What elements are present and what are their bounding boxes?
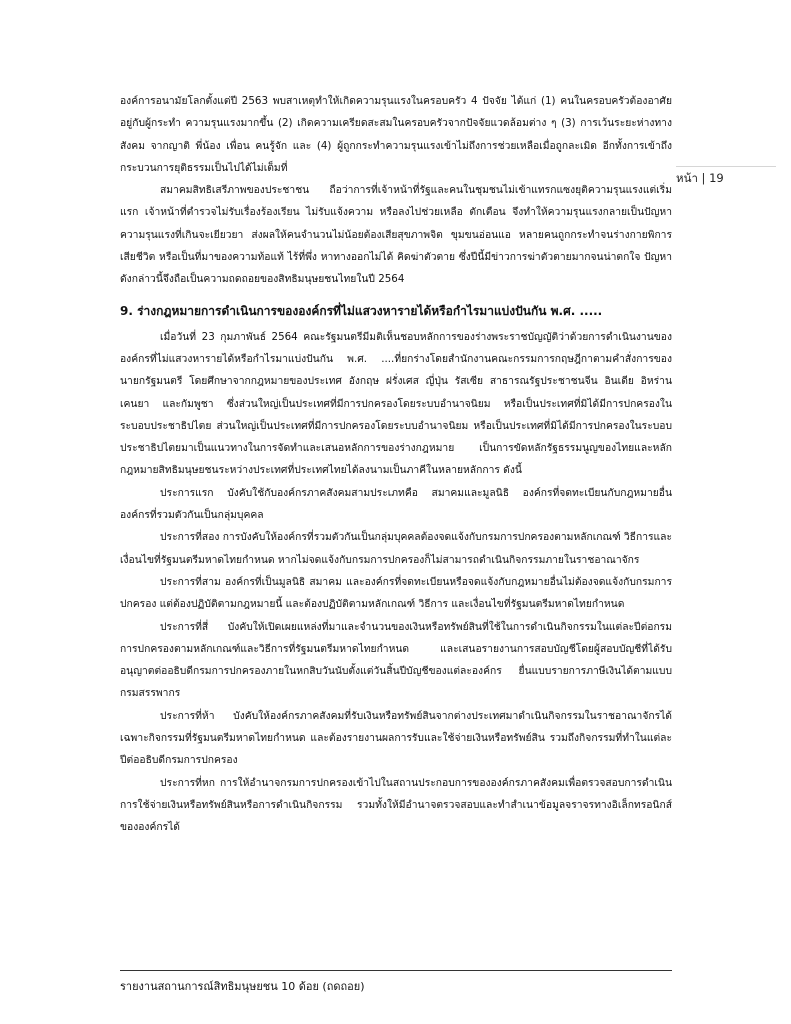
paragraph: เมื่อวันที่ 23 กุมภาพันธ์ 2564 คณะรัฐมนตรีมีมติเห็นชอบหลักการของร่างพระราชบัญญัติว่าด้วยการดำเนินงานขององค์กรที่ไม่แสวงหารายได้หรือกำไรมาแบ่งปันกัน พ.ศ. ....ที่ยกร่างโดยสำนักงานคณะกรรมการกฤษฎีกาตามคำสั่งการของนายกรัฐมนตรี โดยศึกษาจากกฎหมายของประเทศ อังกฤษ ฝรั่งเศส ญี่ปุ่น รัสเซีย สาธารณรัฐประชาชนจีน อินเดีย อิหร่าน เคนยา และกัมพูชา ซึ่งส่วนใหญ่เป็นประเทศที่มีการปกครองโดยระบบอำนาจนิยม หรือเป็นประเทศที่มิได้มีการปกครองในระบอบประชาธิปไตย ส่วนใหญ่เป็นประเทศที่มีการปกครองโดยระบบอำนาจนิยม หรือเป็นประเทศที่มิได้มีการปกครองในระบอบประชาธิปไตยมาเป็นแนวทางในการจัดทำและเสนอหลักการของร่างกฎหมาย เป็นการขัดหลักรัฐธรรมนูญของไทยและหลักกฎหมายสิทธิมนุษยชนระหว่างประเทศที่ประเทศไทยได้ลงนามเป็นภาคีในหลายหลักการ ดังนี้ (120, 330, 672, 477)
section-heading: 9. ร่างกฎหมายการดำเนินการขององค์กรที่ไม่แสวงหารายได้หรือกำไรมาแบ่งปันกัน พ.ศ. ..... (120, 303, 603, 318)
paragraph: ประการที่ห้า บังคับให้องค์กรภาคสังคมที่รับเงินหรือทรัพย์สินจากต่างประเทศมาดำเนินกิจกรรมในราชอาณาจักรได้เฉพาะกิจกรรมที่รัฐมนตรีมหาดไทยกำหนด และต้องรายงานผลการรับและใช้จ่ายเงินหรือทรัพย์สิน รวมถึงกิจกรรมที่ทำในแต่ละปีต่ออธิบดีกรมการปกครอง (120, 709, 672, 767)
paragraph: สมาคมสิทธิเสรีภาพของประชาชน ถือว่าการที่เจ้าหน้าที่รัฐและคนในชุมชนไม่เข้าแทรกแซงยุติความรุนแรงแต่เริ่มแรก เจ้าหน้าที่ตำรวจไม่รับเรื่องร้องเรียน ไม่รับแจ้งความ หรือลงไปช่วยเหลือ ตักเตือน จึงทำให้ความรุนแรงกลายเป็นปัญหาความรุนแรงที่เกินจะเยียวยา ส่งผลให้คนจำนวนไม่น้อยต้องเสียสุขภาพจิต ขุมขนอ่อนแอ หลายคนถูกกระทำจนร่างกายพิการ เสียชีวิต หรือเป็นที่มาของความท้อแท้ ไร้ที่พึ่ง หาทางออกไม่ได้ คิดฆ่าตัวตาย ซึ่งปีนี้มีข่าวการฆ่าตัวตายมากจนน่าตกใจ ปัญหาดังกล่าวนี้จึงถือเป็นความถดถอยของสิทธิมนุษยชนไทยในปี 2564 (120, 184, 672, 286)
paragraph: ประการแรก บังคับใช้กับองค์กรภาคสังคมสามประเภทคือ สมาคมและมูลนิธิ องค์กรที่จดทะเบียนกับกฎหมายอื่น องค์กรที่รวมตัวกันเป็นกลุ่มบุคคล (120, 486, 672, 522)
paragraph: ประการที่สี่ บังคับให้เปิดเผยแหล่งที่มาและจำนวนของเงินหรือทรัพย์สินที่ใช้ในการดำเนินกิจกรรมในแต่ละปีต่อกรมการปกครองตามหลักเกณฑ์และวิธีการที่รัฐมนตรีมหาดไทยกำหนด และเสนอรายงานการสอบบัญชีโดยผู้สอบบัญชีที่ได้รับอนุญาตต่ออธิบดีกรมการปกครองภายในหกสิบวันนับตั้งแต่วันสิ้นปีบัญชีของแต่ละองค์กร ยื่นแบบรายการภาษีเงินได้ตามแบบกรมสรรพากร (120, 620, 672, 700)
paragraph-continuation: องค์การอนามัยโลกตั้งแต่ปี 2563 พบสาเหตุทำให้เกิดความรุนแรงในครอบครัว 4 ปัจจัย ได้แก่ (1) คนในครอบครัวต้องอาศัยอยู่กับผู้กระทำ ความรุนแรงมากขึ้น (2) เกิดความเครียดสะสมในครอบครัวจากปัจจัยแวดล้อมต่าง ๆ (3) การเว้นระยะห่างทางสังคม จากญาติ พี่น้อง เพื่อน คนรู้จัก และ (4) ผู้ถูกกระทำความรุนแรงเข้าไม่ถึงการช่วยเหลือเมื่อถูกละเมิด อีกทั้งการเข้าถึงกระบวนการยุติธรรมเป็นไปได้ไม่เต็มที่ (120, 95, 672, 174)
paragraph: ประการที่หก การให้อำนาจกรมการปกครองเข้าไปในสถานประกอบการขององค์กรภาคสังคมเพื่อตรวจสอบการดำเนินการใช้จ่ายเงินหรือทรัพย์สินหรือการดำเนินกิจกรรม รวมทั้งให้มีอำนาจตรวจสอบและทำสำเนาข้อมูลจราจรทางอิเล็กทรอนิกส์ขององค์กรได้ (120, 776, 672, 834)
paragraph: ประการที่สอง การบังคับให้องค์กรที่รวมตัวกันเป็นกลุ่มบุคคลต้องจดแจ้งกับกรมการปกครองตามหลักเกณฑ์ วิธีการและเงื่อนไขที่รัฐมนตรีมหาดไทยกำหนด หากไม่จดแจ้งกับกรมการปกครองก็ไม่สามารถดำเนินกิจกรรมภายในราชอาณาจักร (120, 531, 672, 566)
footer-rule (120, 970, 672, 971)
paragraph: ประการที่สาม องค์กรที่เป็นมูลนิธิ สมาคม และองค์กรที่จดทะเบียนหรือจดแจ้งกับกฎหมายอื่นไม่ต้องจดแจ้งกับกรมการปกครอง แต่ต้องปฏิบัติตามกฎหมายนี้ และต้องปฏิบัติตามหลักเกณฑ์ วิธีการ และเงื่อนไขที่รัฐมนตรีมหาดไทยกำหนด (120, 575, 672, 611)
page-number-rule (676, 166, 776, 167)
page-number: หน้า | 19 (676, 171, 724, 185)
footer-text: รายงานสถานการณ์สิทธิมนุษยชน 10 ด้อย (ถดถอย) (120, 980, 365, 993)
body-text (120, 90, 672, 839)
